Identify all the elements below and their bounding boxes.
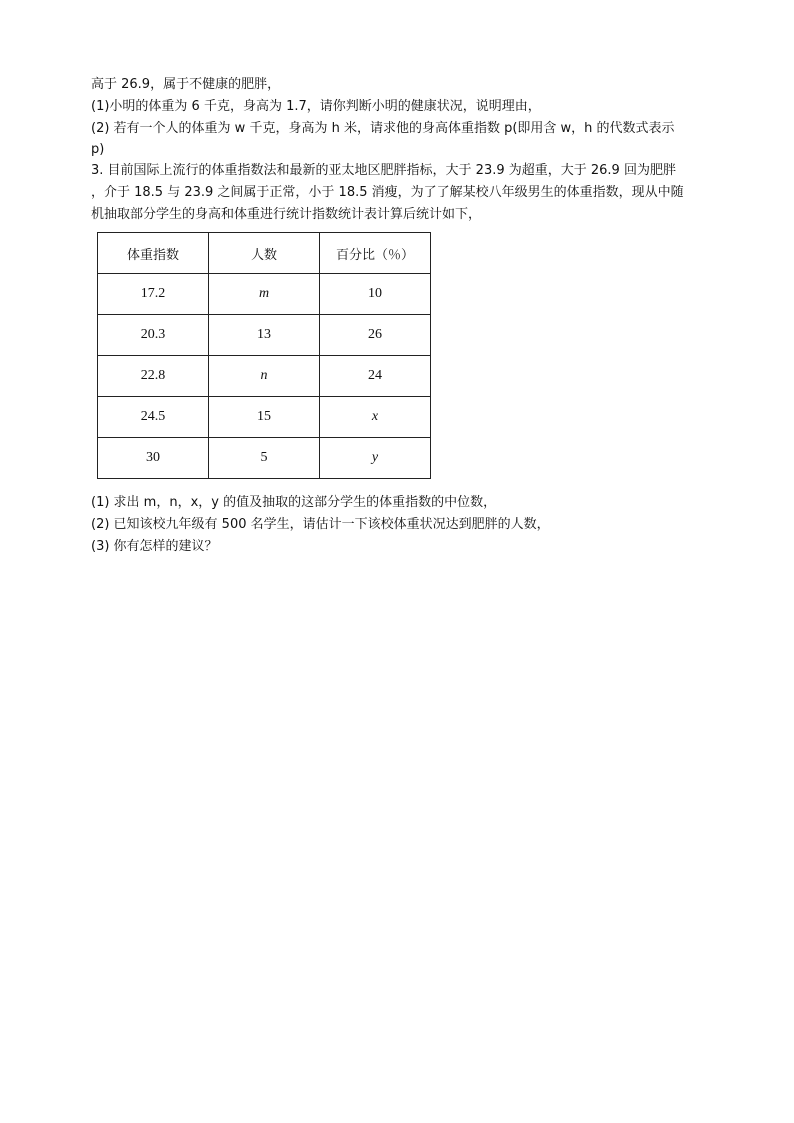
cell-percent: 24	[320, 356, 431, 397]
table-row	[98, 397, 431, 438]
question-2-2-continued: p)	[91, 142, 105, 157]
cell-count: 15	[209, 397, 320, 438]
question-2-1: (1)小明的体重为 6 千克，身高为 1.7，请你判断小明的健康状况，说明理由，	[91, 99, 541, 114]
cell-count: n	[209, 356, 320, 397]
cell-bmi: 24.5	[98, 397, 209, 438]
table-row	[98, 438, 431, 479]
table-row	[98, 356, 431, 397]
cell-bmi: 20.3	[98, 315, 209, 356]
text-line-1: 高于 26.9，属于不健康的肥胖，	[91, 77, 281, 92]
problem-3-line-1: 3. 目前国际上流行的体重指数法和最新的亚太地区肥胖指标，大于 23.9 为超重，大于 26.9 回为肥胖	[91, 163, 676, 178]
cell-count: 5	[209, 438, 320, 479]
problem-3-line-3: 机抽取部分学生的身高和体重进行统计指数统计表计算后统计如下，	[91, 207, 482, 222]
cell-percent: x	[320, 397, 431, 438]
table-header-row	[98, 233, 431, 274]
subquestion-2: (2) 已知该校九年级有 500 名学生，请估计一下该校体重状况达到肥胖的人数，	[91, 517, 550, 532]
table-row	[98, 274, 431, 315]
bmi-table	[97, 232, 431, 479]
cell-count: m	[209, 274, 320, 315]
cell-bmi: 17.2	[98, 274, 209, 315]
cell-count: 13	[209, 315, 320, 356]
header-bmi: 体重指数	[98, 233, 209, 274]
cell-percent: 26	[320, 315, 431, 356]
header-count: 人数	[209, 233, 320, 274]
question-2-2: (2) 若有一个人的体重为 w 千克，身高为 h 米，请求他的身高体重指数 p(即用含 w，h 的代数式表示	[91, 121, 675, 136]
cell-bmi: 30	[98, 438, 209, 479]
subquestion-3: (3) 你有怎样的建议？	[91, 539, 218, 554]
cell-bmi: 22.8	[98, 356, 209, 397]
cell-percent: 10	[320, 274, 431, 315]
cell-percent: y	[320, 438, 431, 479]
subquestion-1: (1) 求出 m，n，x，y 的值及抽取的这部分学生的体重指数的中位数，	[91, 495, 497, 510]
table-row	[98, 315, 431, 356]
problem-3-line-2: ，介于 18.5 与 23.9 之间属于正常，小于 18.5 消瘦，为了了解某校八年级男生的体重指数，现从中随	[91, 185, 684, 200]
header-percent: 百分比（％）	[320, 233, 431, 274]
